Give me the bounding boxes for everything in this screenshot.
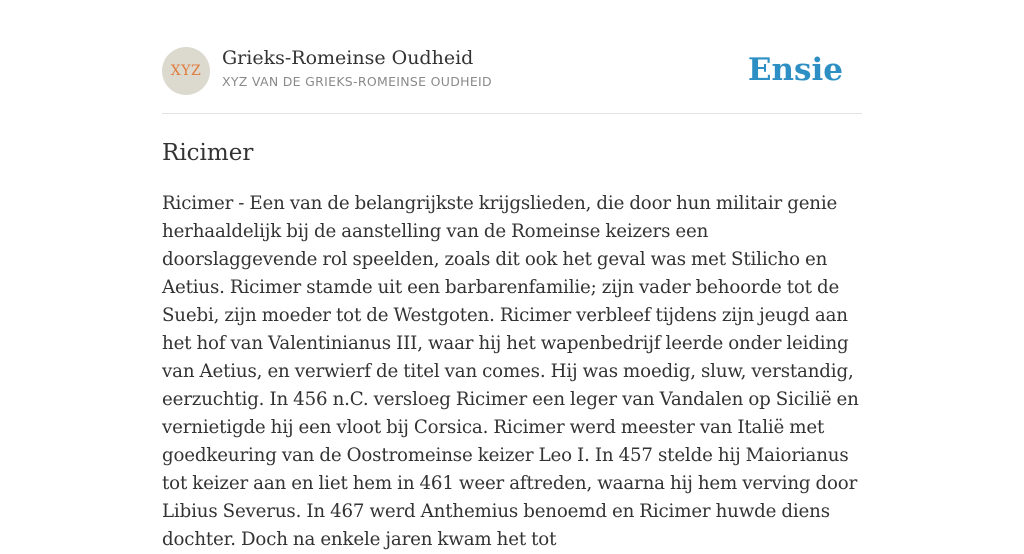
entry-title: Ricimer bbox=[162, 140, 254, 166]
header-divider bbox=[162, 113, 862, 114]
entry-body-text: Ricimer - Een van de belangrijkste krijgslieden, die door hun militair genie herhaaldelijk bij de aanstelling van de Romeinse keizers een doorslaggevende rol speelden, zoals dit ook het geval was met Stilicho en Aetius. Ricimer stamde uit een barbarenfamilie; zijn vader behoorde tot de Suebi, zijn moeder tot de Westgoten. Ricimer verbleef tijdens zijn jeugd aan het hof van Valentinianus III, waar hij het wapenbedrijf leerde onder leiding van Aetius, en verwierf de titel van comes. Hij was moedig, sluw, verstandig, eerzuchtig. In 456 n.C. versloeg Ricimer een leger van Vandalen op Sicilië en vernietigde hij een vloot bij Corsica. Ricimer werd meester van Italië met goedkeuring van de Oostromeinse keizer Leo I. In 457 stelde hij Maiorianus tot keizer aan en liet hem in 461 weer aftreden, waarna hij hem verving door Libius Severus. In 467 werd Anthemius benoemd en Ricimer huwde diens dochter. Doch na enkele jaren kwam het tot bbox=[162, 193, 859, 550]
entry-header bbox=[162, 46, 862, 96]
source-avatar[interactable]: XYZ bbox=[162, 47, 210, 95]
ensie-logo-link[interactable]: Ensie bbox=[747, 52, 843, 88]
source-title[interactable]: Grieks-Romeinse Oudheid bbox=[222, 47, 474, 69]
source-subtitle: XYZ VAN DE GRIEKS-ROMEINSE OUDHEID bbox=[222, 74, 492, 89]
